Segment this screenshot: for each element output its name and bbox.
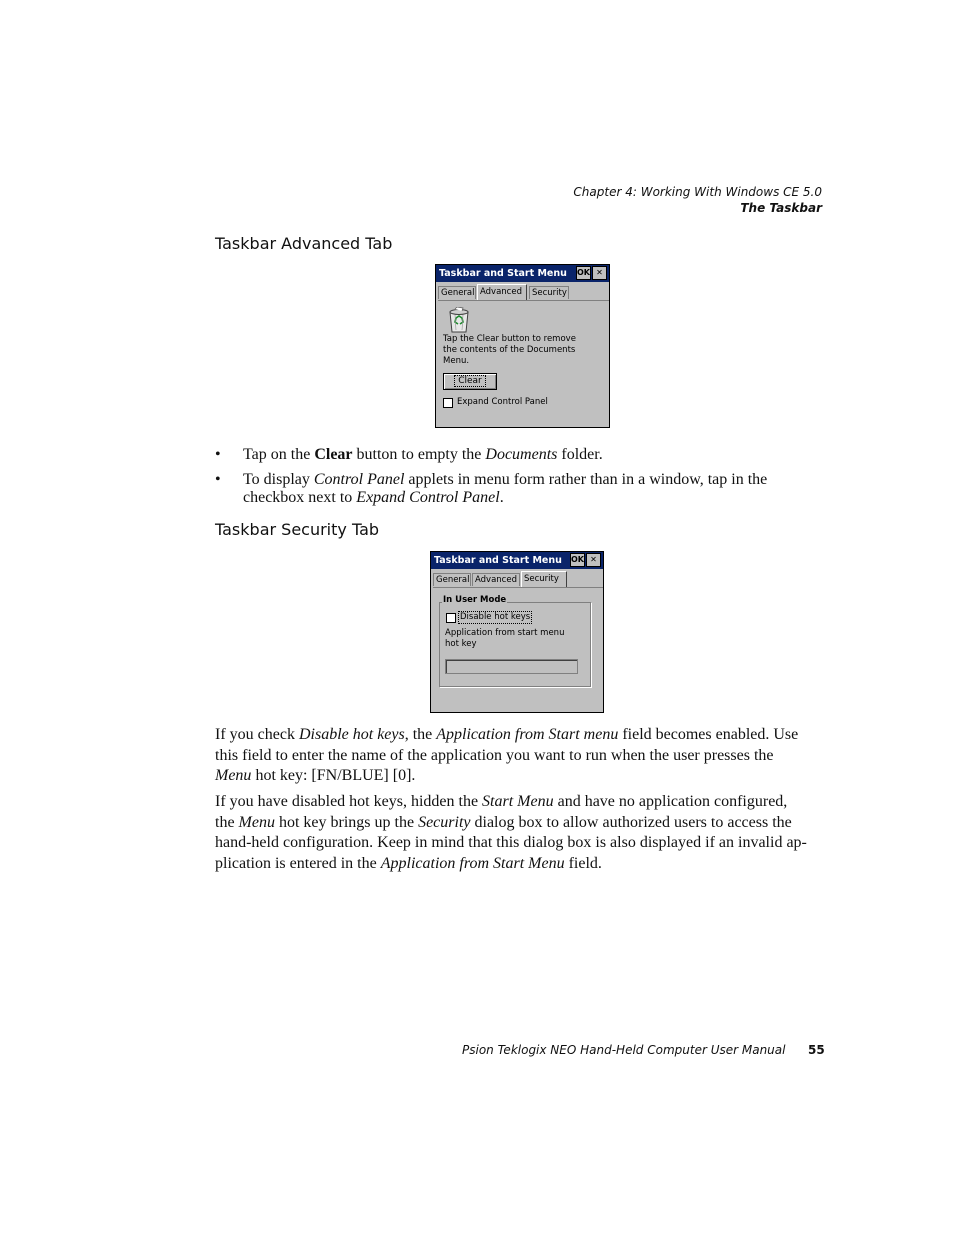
text-run: checkbox next to bbox=[243, 489, 357, 506]
advanced-tab-dialog bbox=[435, 264, 610, 428]
text-run: Tap on the bbox=[243, 446, 315, 463]
ok-button[interactable]: OK bbox=[576, 266, 591, 280]
text-run-italic: Documents bbox=[485, 446, 558, 463]
bullet-dot: • bbox=[215, 446, 221, 463]
text-run: If you check bbox=[215, 726, 299, 743]
text-run: hand-held configuration. Keep in mind that this dialog box is also displayed if an invalid ap- bbox=[215, 834, 807, 851]
app-hot-key-input[interactable] bbox=[445, 659, 578, 674]
bullet-text bbox=[243, 446, 823, 464]
text-run: button to empty the bbox=[352, 446, 486, 463]
running-header-section: The Taskbar bbox=[740, 201, 822, 215]
section-heading-security: Taskbar Security Tab bbox=[215, 520, 380, 539]
paragraph-disable-hot-keys bbox=[215, 725, 835, 787]
text-run-italic: Menu bbox=[215, 767, 252, 784]
close-icon[interactable]: ✕ bbox=[592, 266, 607, 280]
tab-general[interactable]: General bbox=[438, 286, 476, 299]
text-run: and have no application configured, bbox=[553, 793, 788, 810]
tab-security[interactable]: Security bbox=[529, 286, 569, 299]
close-icon[interactable]: ✕ bbox=[586, 553, 601, 567]
text-run-italic: Expand Control Panel bbox=[356, 489, 500, 506]
dialog-title: Taskbar and Start Menu bbox=[436, 265, 609, 282]
bullet-text bbox=[243, 471, 823, 507]
text-run-italic: Security bbox=[418, 813, 471, 831]
text-run-italic: Application from Start menu bbox=[436, 726, 619, 743]
text-run: dialog box to allow authorized users to access the bbox=[470, 813, 792, 831]
page-number: 55 bbox=[808, 1043, 825, 1057]
tab-advanced[interactable]: Advanced bbox=[477, 284, 527, 300]
expand-control-panel-checkbox[interactable] bbox=[443, 398, 453, 408]
tab-general[interactable]: General bbox=[433, 573, 471, 586]
text-run: hot key: [FN/BLUE] [0]. bbox=[251, 767, 416, 784]
running-header-chapter: Chapter 4: Working With Windows CE 5.0 bbox=[573, 185, 822, 199]
field-label-line-2: hot key bbox=[445, 639, 477, 649]
bullet-dot: • bbox=[215, 471, 221, 488]
clear-button-label: Clear bbox=[455, 376, 485, 386]
running-header bbox=[573, 184, 822, 216]
tab-strip bbox=[438, 284, 609, 301]
text-run-italic: Disable hot keys bbox=[298, 726, 405, 743]
ok-button[interactable]: OK bbox=[570, 553, 585, 567]
field-label-line-1: Application from start menu bbox=[445, 628, 565, 638]
disable-hot-keys-checkbox[interactable] bbox=[446, 613, 456, 623]
description-line-3: Menu. bbox=[443, 356, 470, 366]
expand-control-panel-label: Expand Control Panel bbox=[457, 397, 548, 407]
text-run: the bbox=[215, 813, 239, 831]
dialog-title: Taskbar and Start Menu bbox=[431, 552, 603, 569]
description-line-1: Tap the Clear button to remove bbox=[443, 334, 576, 344]
text-run-italic: Start Menu bbox=[482, 793, 554, 810]
text-run-italic: Application from Start Menu bbox=[380, 854, 565, 872]
text-run: this field to enter the name of the application you want to run when the user presses the bbox=[215, 746, 774, 764]
text-run: folder. bbox=[557, 446, 603, 463]
tab-advanced[interactable]: Advanced bbox=[472, 573, 520, 586]
security-tab-dialog bbox=[430, 551, 604, 713]
text-run: . bbox=[499, 489, 504, 506]
section-heading-advanced: Taskbar Advanced Tab bbox=[215, 234, 393, 253]
group-title: In User Mode bbox=[443, 595, 507, 605]
paragraph-security-dialog bbox=[215, 792, 835, 874]
description-line-2: the contents of the Documents bbox=[443, 345, 576, 355]
tab-security[interactable]: Security bbox=[521, 571, 567, 587]
text-run: hot key brings up the bbox=[274, 813, 419, 831]
text-run: If you have disabled hot keys, hidden the bbox=[215, 793, 483, 810]
text-run-italic: Menu bbox=[238, 813, 275, 831]
text-run-italic: Control Panel bbox=[313, 471, 405, 488]
text-run-bold: Clear bbox=[314, 446, 353, 463]
recycle-bin-icon bbox=[447, 307, 471, 333]
text-run: field. bbox=[564, 854, 602, 872]
text-run: , the bbox=[404, 726, 437, 743]
disable-hot-keys-label: Disable hot keys bbox=[460, 612, 531, 622]
text-run: To display bbox=[243, 471, 314, 488]
footer-manual-title: Psion Teklogix NEO Hand-Held Computer User Manual bbox=[462, 1043, 786, 1057]
text-run: field becomes enabled. Use bbox=[618, 726, 799, 743]
tab-strip bbox=[433, 571, 603, 588]
text-run: applets in menu form rather than in a window, tap in the bbox=[404, 471, 768, 488]
text-run: plication is entered in the bbox=[215, 854, 381, 872]
clear-button[interactable] bbox=[443, 373, 497, 390]
